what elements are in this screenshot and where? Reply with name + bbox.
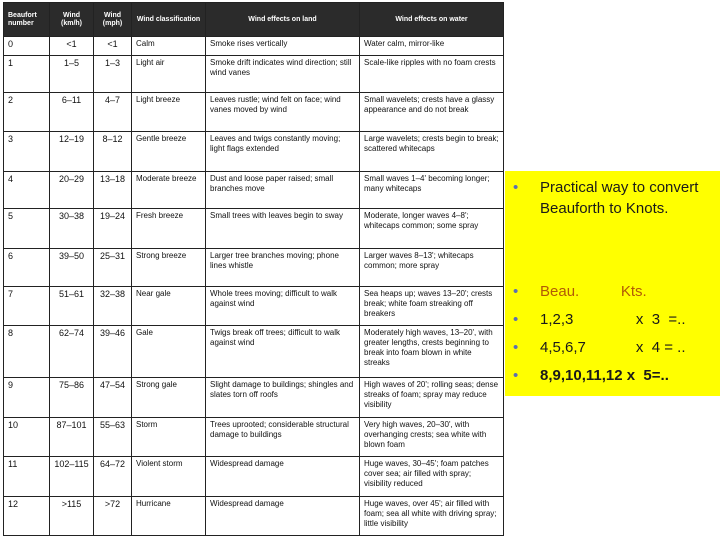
land-effects-cell: Widespread damage bbox=[206, 457, 360, 496]
wind-mph-cell: 25–31 bbox=[94, 248, 132, 286]
wind-mph-cell: <1 bbox=[94, 37, 132, 56]
water-effects-cell: Huge waves, 30–45'; foam patches cover sea; air filled with spray; visibility reduced bbox=[360, 457, 504, 496]
wind-kmh-cell: 6–11 bbox=[50, 93, 94, 132]
bullet-icon: • bbox=[513, 339, 519, 356]
wind-mph-cell: 19–24 bbox=[94, 209, 132, 248]
land-effects-cell: Smoke rises vertically bbox=[206, 37, 360, 56]
water-effects-cell: Very high waves, 20–30', with overhanging crests; sea white with blown foam bbox=[360, 417, 504, 456]
beaufort-scale-table bbox=[3, 2, 504, 536]
land-effects-cell: Slight damage to buildings; shingles and slates torn off roofs bbox=[206, 378, 360, 417]
beaufort-number-cell: 8 bbox=[4, 326, 50, 378]
water-effects-cell: Small wavelets; crests have a glassy appearance and do not break bbox=[360, 93, 504, 132]
wind-kmh-cell: 1–5 bbox=[50, 55, 94, 92]
wind-mph-cell: 13–18 bbox=[94, 171, 132, 208]
wind-kmh-cell: <1 bbox=[50, 37, 94, 56]
note-header-text: Beau. Kts. bbox=[540, 283, 647, 300]
wind-classification-cell: Gentle breeze bbox=[132, 132, 206, 171]
header-wind-kmh: Wind (km/h) bbox=[50, 3, 94, 37]
header-beaufort-number: Beaufort number bbox=[4, 3, 50, 37]
wind-mph-cell: 4–7 bbox=[94, 93, 132, 132]
table-row bbox=[4, 457, 504, 496]
wind-mph-cell: 55–63 bbox=[94, 417, 132, 456]
wind-mph-cell: 8–12 bbox=[94, 132, 132, 171]
wind-mph-cell: 1–3 bbox=[94, 55, 132, 92]
wind-classification-cell: Gale bbox=[132, 326, 206, 378]
beaufort-number-cell: 7 bbox=[4, 287, 50, 326]
header-wind-mph: Wind (mph) bbox=[94, 3, 132, 37]
water-effects-cell: Sea heaps up; waves 13–20'; crests break; white foam streaking off breakers bbox=[360, 287, 504, 326]
note-rule-2-text: 4,5,6,7 x 4 = .. bbox=[540, 339, 686, 356]
wind-kmh-cell: 87–101 bbox=[50, 417, 94, 456]
table-row bbox=[4, 37, 504, 56]
table-row bbox=[4, 326, 504, 378]
wind-classification-cell: Light air bbox=[132, 55, 206, 92]
water-effects-cell: Moderately high waves, 13–20', with greater lengths, crests beginning to break into foam blown in white streaks bbox=[360, 326, 504, 378]
bullet-icon: • bbox=[513, 367, 519, 384]
table-row bbox=[4, 209, 504, 248]
water-effects-cell: Huge waves, over 45'; air filled with foam; sea all white with driving spray; little visibility bbox=[360, 496, 504, 535]
wind-classification-cell: Hurricane bbox=[132, 496, 206, 535]
wind-mph-cell: 39–46 bbox=[94, 326, 132, 378]
land-effects-cell: Whole trees moving; difficult to walk against wind bbox=[206, 287, 360, 326]
land-effects-cell: Larger tree branches moving; phone lines whistle bbox=[206, 248, 360, 286]
table-row bbox=[4, 55, 504, 92]
note-rule-3-text: 8,9,10,11,12 x 5=.. bbox=[540, 367, 669, 384]
beaufort-number-cell: 1 bbox=[4, 55, 50, 92]
land-effects-cell: Twigs break off trees; difficult to walk against wind bbox=[206, 326, 360, 378]
table-row bbox=[4, 132, 504, 171]
wind-kmh-cell: 51–61 bbox=[50, 287, 94, 326]
wind-classification-cell: Violent storm bbox=[132, 457, 206, 496]
header-wind-classification: Wind classification bbox=[132, 3, 206, 37]
table-row bbox=[4, 287, 504, 326]
header-wind-effects-land: Wind effects on land bbox=[206, 3, 360, 37]
land-effects-cell: Dust and loose paper raised; small branches move bbox=[206, 171, 360, 208]
beaufort-number-cell: 5 bbox=[4, 209, 50, 248]
wind-kmh-cell: 102–115 bbox=[50, 457, 94, 496]
water-effects-cell: Larger waves 8–13'; whitecaps common; more spray bbox=[360, 248, 504, 286]
wind-classification-cell: Moderate breeze bbox=[132, 171, 206, 208]
beaufort-number-cell: 2 bbox=[4, 93, 50, 132]
wind-mph-cell: >72 bbox=[94, 496, 132, 535]
wind-kmh-cell: 20–29 bbox=[50, 171, 94, 208]
beaufort-number-cell: 11 bbox=[4, 457, 50, 496]
note-rule-1-text: 1,2,3 x 3 =.. bbox=[540, 311, 686, 328]
water-effects-cell: Large wavelets; crests begin to break; scattered whitecaps bbox=[360, 132, 504, 171]
wind-mph-cell: 32–38 bbox=[94, 287, 132, 326]
table-row bbox=[4, 93, 504, 132]
bullet-icon: • bbox=[513, 311, 519, 328]
land-effects-cell: Trees uprooted; considerable structural damage to buildings bbox=[206, 417, 360, 456]
wind-classification-cell: Fresh breeze bbox=[132, 209, 206, 248]
water-effects-cell: Moderate, longer waves 4–8'; whitecaps common; some spray bbox=[360, 209, 504, 248]
wind-kmh-cell: 62–74 bbox=[50, 326, 94, 378]
wind-classification-cell: Strong gale bbox=[132, 378, 206, 417]
wind-classification-cell: Near gale bbox=[132, 287, 206, 326]
wind-classification-cell: Storm bbox=[132, 417, 206, 456]
wind-kmh-cell: >115 bbox=[50, 496, 94, 535]
wind-kmh-cell: 12–19 bbox=[50, 132, 94, 171]
table-row bbox=[4, 496, 504, 535]
water-effects-cell: Water calm, mirror-like bbox=[360, 37, 504, 56]
beaufort-number-cell: 3 bbox=[4, 132, 50, 171]
wind-kmh-cell: 39–50 bbox=[50, 248, 94, 286]
conversion-notes-box bbox=[505, 171, 720, 396]
beaufort-number-cell: 10 bbox=[4, 417, 50, 456]
land-effects-cell: Leaves rustle; wind felt on face; wind vanes moved by wind bbox=[206, 93, 360, 132]
bullet-icon: • bbox=[513, 179, 519, 196]
note-intro-text: Practical way to convert Beauforth to Knots. bbox=[540, 179, 699, 217]
water-effects-cell: Scale-like ripples with no foam crests bbox=[360, 55, 504, 92]
beaufort-scale-table-container bbox=[3, 2, 503, 536]
wind-classification-cell: Light breeze bbox=[132, 93, 206, 132]
table-header-row bbox=[4, 3, 504, 37]
wind-kmh-cell: 30–38 bbox=[50, 209, 94, 248]
land-effects-cell: Smoke drift indicates wind direction; still wind vanes bbox=[206, 55, 360, 92]
wind-mph-cell: 64–72 bbox=[94, 457, 132, 496]
beaufort-number-cell: 4 bbox=[4, 171, 50, 208]
table-row bbox=[4, 171, 504, 208]
wind-classification-cell: Strong breeze bbox=[132, 248, 206, 286]
land-effects-cell: Leaves and twigs constantly moving; light flags extended bbox=[206, 132, 360, 171]
table-row bbox=[4, 248, 504, 286]
land-effects-cell: Small trees with leaves begin to sway bbox=[206, 209, 360, 248]
beaufort-number-cell: 6 bbox=[4, 248, 50, 286]
table-row bbox=[4, 378, 504, 417]
wind-mph-cell: 47–54 bbox=[94, 378, 132, 417]
bullet-icon: • bbox=[513, 283, 519, 300]
beaufort-number-cell: 0 bbox=[4, 37, 50, 56]
beaufort-number-cell: 12 bbox=[4, 496, 50, 535]
header-wind-effects-water: Wind effects on water bbox=[360, 3, 504, 37]
wind-kmh-cell: 75–86 bbox=[50, 378, 94, 417]
table-row bbox=[4, 417, 504, 456]
water-effects-cell: Small waves 1–4' becoming longer; many whitecaps bbox=[360, 171, 504, 208]
wind-classification-cell: Calm bbox=[132, 37, 206, 56]
land-effects-cell: Widespread damage bbox=[206, 496, 360, 535]
beaufort-number-cell: 9 bbox=[4, 378, 50, 417]
water-effects-cell: High waves of 20'; rolling seas; dense streaks of foam; spray may reduce visibility bbox=[360, 378, 504, 417]
